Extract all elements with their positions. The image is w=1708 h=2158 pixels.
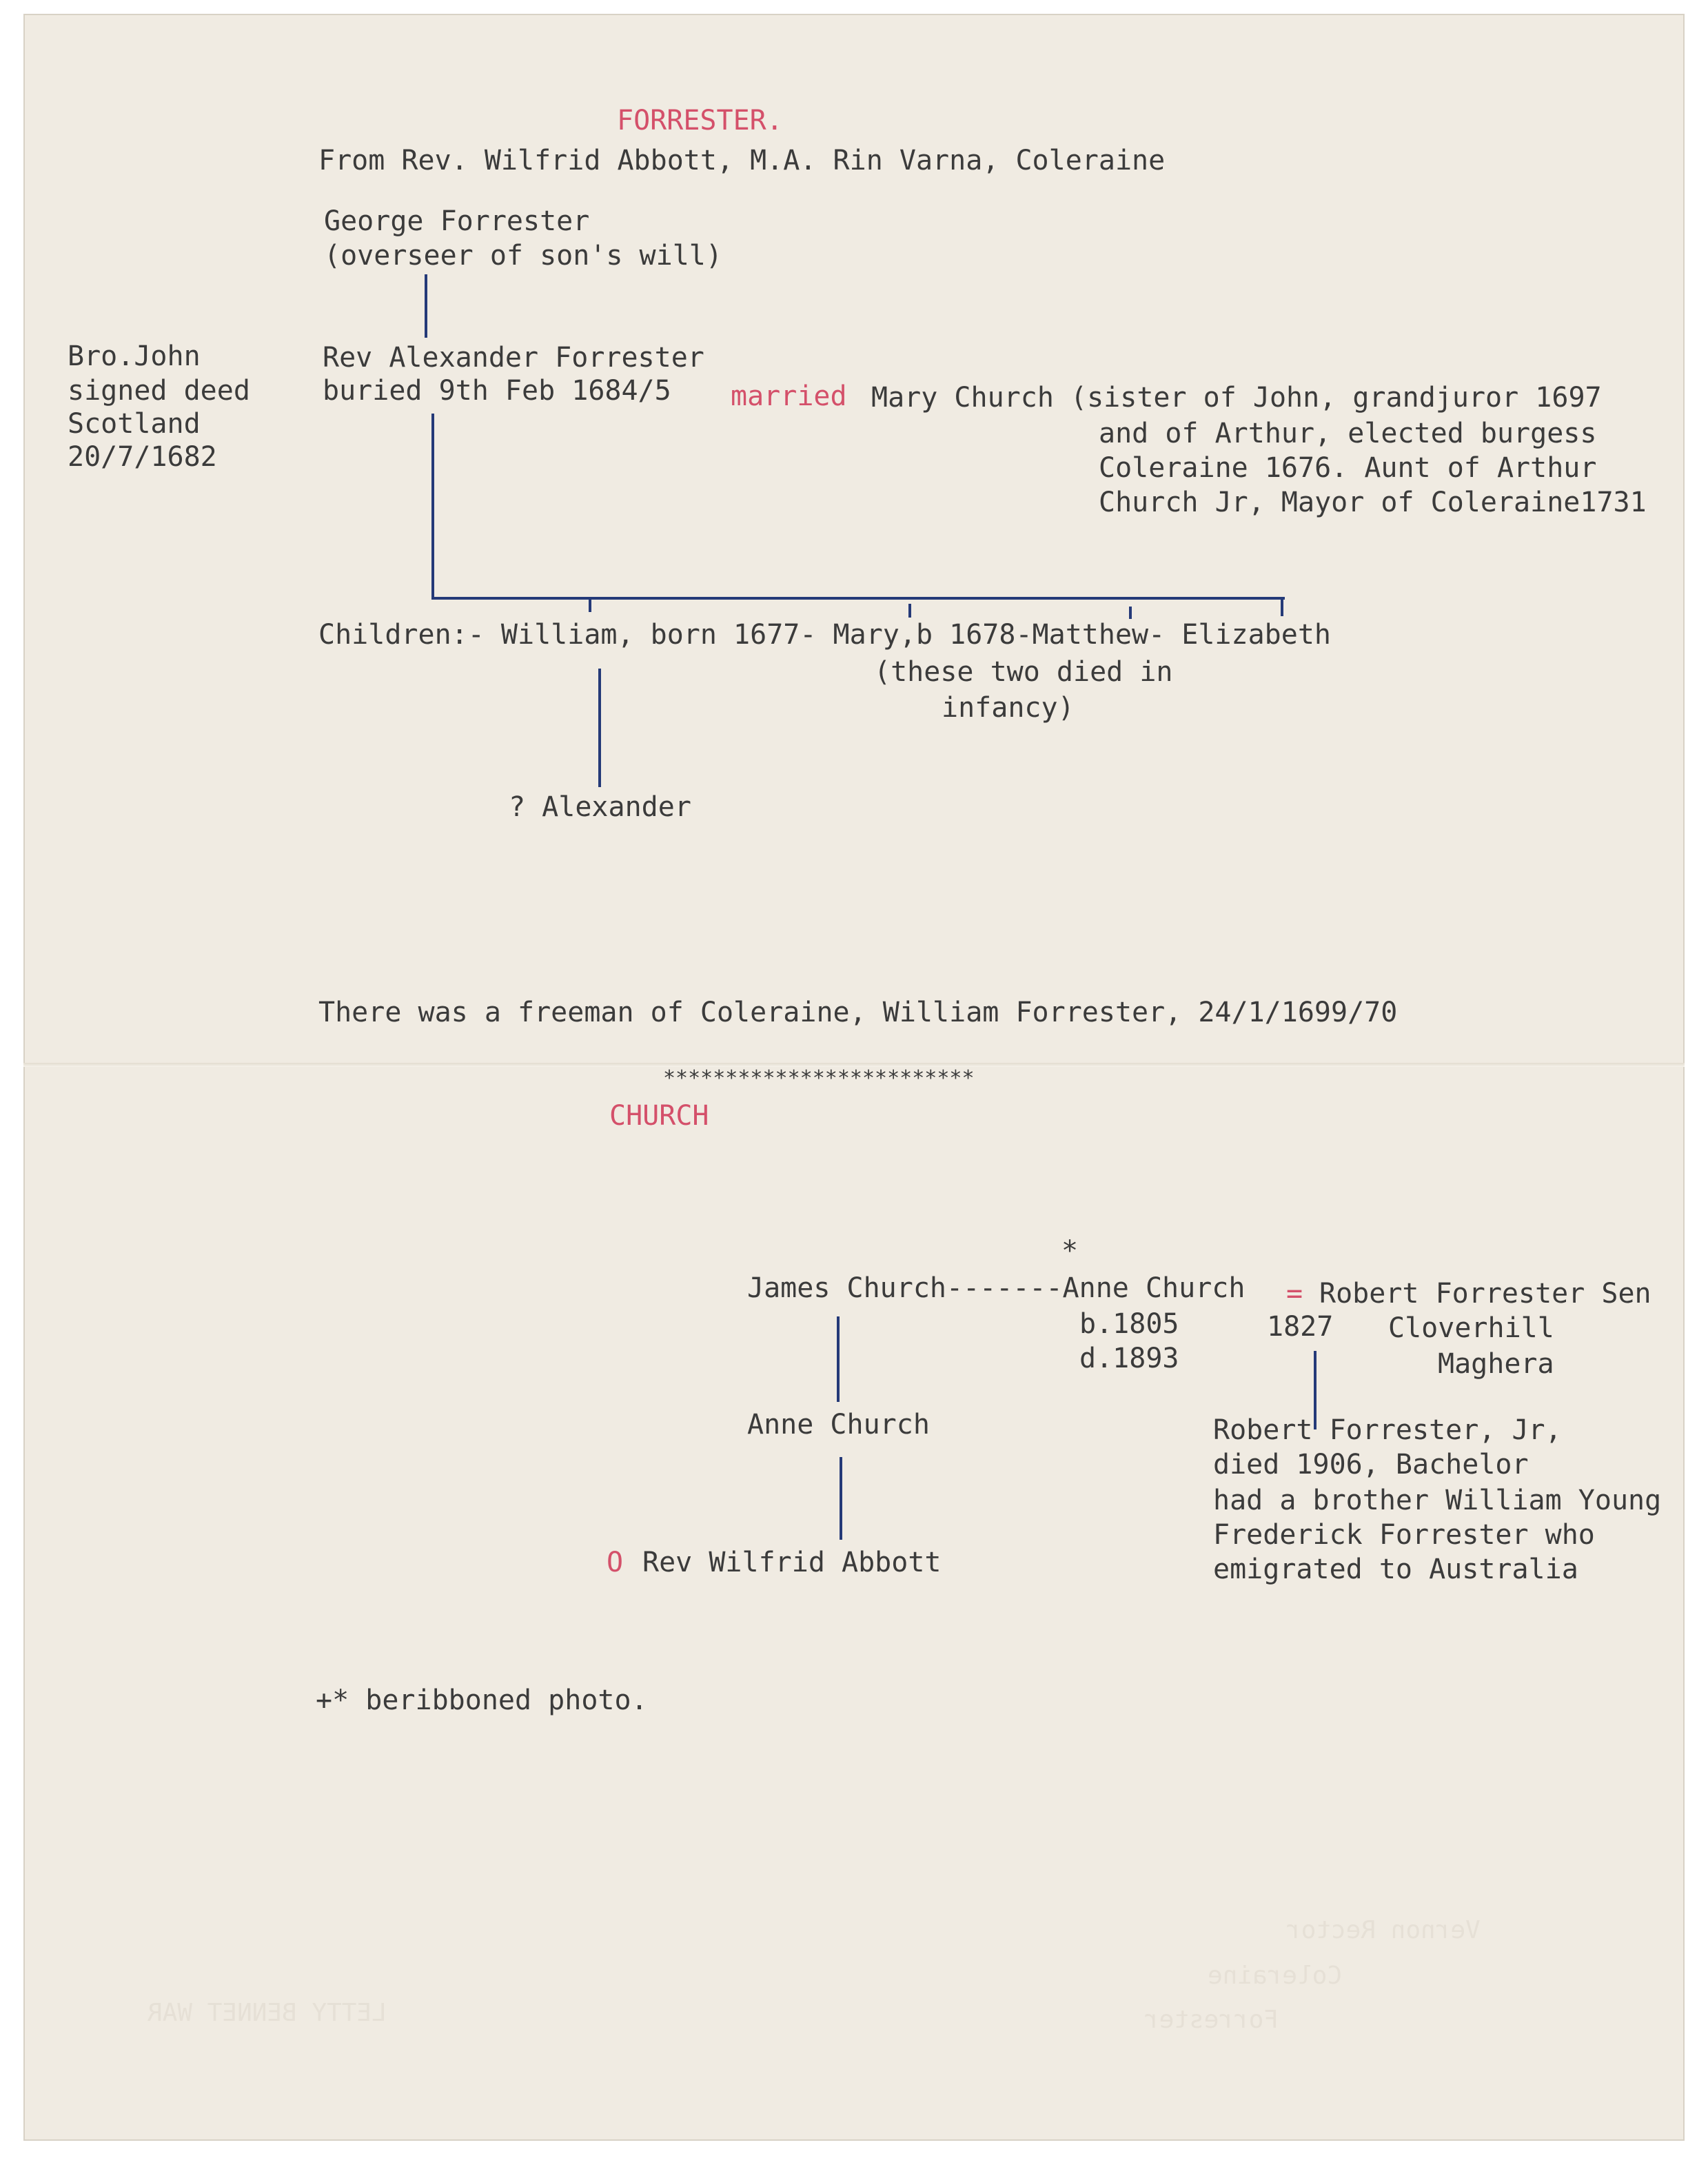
james-anne-line: James Church-------Anne Church <box>747 1272 1246 1304</box>
mary-line-4: Church Jr, Mayor of Coleraine1731 <box>1099 487 1647 518</box>
equals-sign: = <box>1286 1278 1303 1310</box>
died-note-2: infancy) <box>942 692 1075 724</box>
george-name: George Forrester <box>324 205 590 237</box>
bleed-through-1: LETTY BENNET WAR <box>148 1999 387 2027</box>
church-heading: CHURCH <box>609 1100 709 1132</box>
separator: ************************* <box>663 1066 975 1090</box>
marriage-year: 1827 <box>1267 1311 1334 1343</box>
alexander-descent-line <box>431 414 434 600</box>
mary-line-3: Coleraine 1676. Aunt of Arthur <box>1099 452 1597 484</box>
james-descent-line <box>837 1316 840 1402</box>
bro-note-4: 20/7/1682 <box>68 441 217 473</box>
bro-note-3: Scotland <box>68 408 201 440</box>
robert-jr-4: Frederick Forrester who <box>1213 1519 1595 1551</box>
mary-line-2: and of Arthur, elected burgess <box>1099 418 1597 449</box>
photo-asterisk: * <box>1061 1235 1079 1267</box>
circle-mark: O <box>607 1547 624 1578</box>
forrester-heading: FORRESTER. <box>617 105 783 136</box>
tick-elizabeth <box>1281 598 1283 616</box>
anne-church-child: Anne Church <box>747 1409 930 1441</box>
children-bar <box>431 597 1285 600</box>
bleed-through-4: Vernon Rector <box>1286 1916 1481 1944</box>
tick-mary <box>908 604 911 618</box>
children-line: Children:- William, born 1677- Mary,b 1678-Matthew- Elizabeth <box>318 619 1332 651</box>
robert-senior: Robert Forrester Sen <box>1319 1278 1651 1310</box>
george-note: (overseer of son's will) <box>324 240 722 272</box>
alexander-name: Rev Alexander Forrester <box>323 342 704 374</box>
robert-jr-2: died 1906, Bachelor <box>1213 1449 1529 1480</box>
alexander-burial: buried 9th Feb 1684/5 <box>323 375 671 407</box>
anne-descent-line <box>840 1457 842 1540</box>
died-note-1: (these two died in <box>874 656 1173 688</box>
cloverhill: Cloverhill <box>1388 1312 1554 1344</box>
bro-note-2: signed deed <box>68 375 250 407</box>
robert-jr-1: Robert Forrester, Jr, <box>1213 1414 1562 1446</box>
bleed-through-3: Forrester <box>1144 2006 1279 2034</box>
footnote: +* beribboned photo. <box>316 1684 648 1716</box>
bleed-through-2: Coleraine <box>1208 1962 1343 1990</box>
source-line: From Rev. Wilfrid Abbott, M.A. Rin Varna, Coleraine <box>318 145 1166 176</box>
anne-born: b.1805 <box>1079 1308 1179 1340</box>
robert-jr-5: emigrated to Australia <box>1213 1554 1578 1585</box>
grandchild-alexander: ? Alexander <box>509 791 691 823</box>
mary-line-1: Mary Church (sister of John, grandjuror 1697 <box>871 382 1602 414</box>
tick-william <box>589 598 591 612</box>
anne-died: d.1893 <box>1079 1343 1179 1374</box>
bro-note-1: Bro.John <box>68 340 201 372</box>
maghera: Maghera <box>1438 1348 1554 1380</box>
george-line <box>425 274 427 338</box>
rev-wilfrid-abbott: Rev Wilfrid Abbott <box>642 1547 942 1578</box>
freeman-line: There was a freeman of Coleraine, William Forrester, 24/1/1699/70 <box>318 997 1398 1028</box>
married-word: married <box>731 380 847 412</box>
robert-jr-3: had a brother William Young <box>1213 1485 1662 1516</box>
william-descent-line <box>598 669 601 787</box>
